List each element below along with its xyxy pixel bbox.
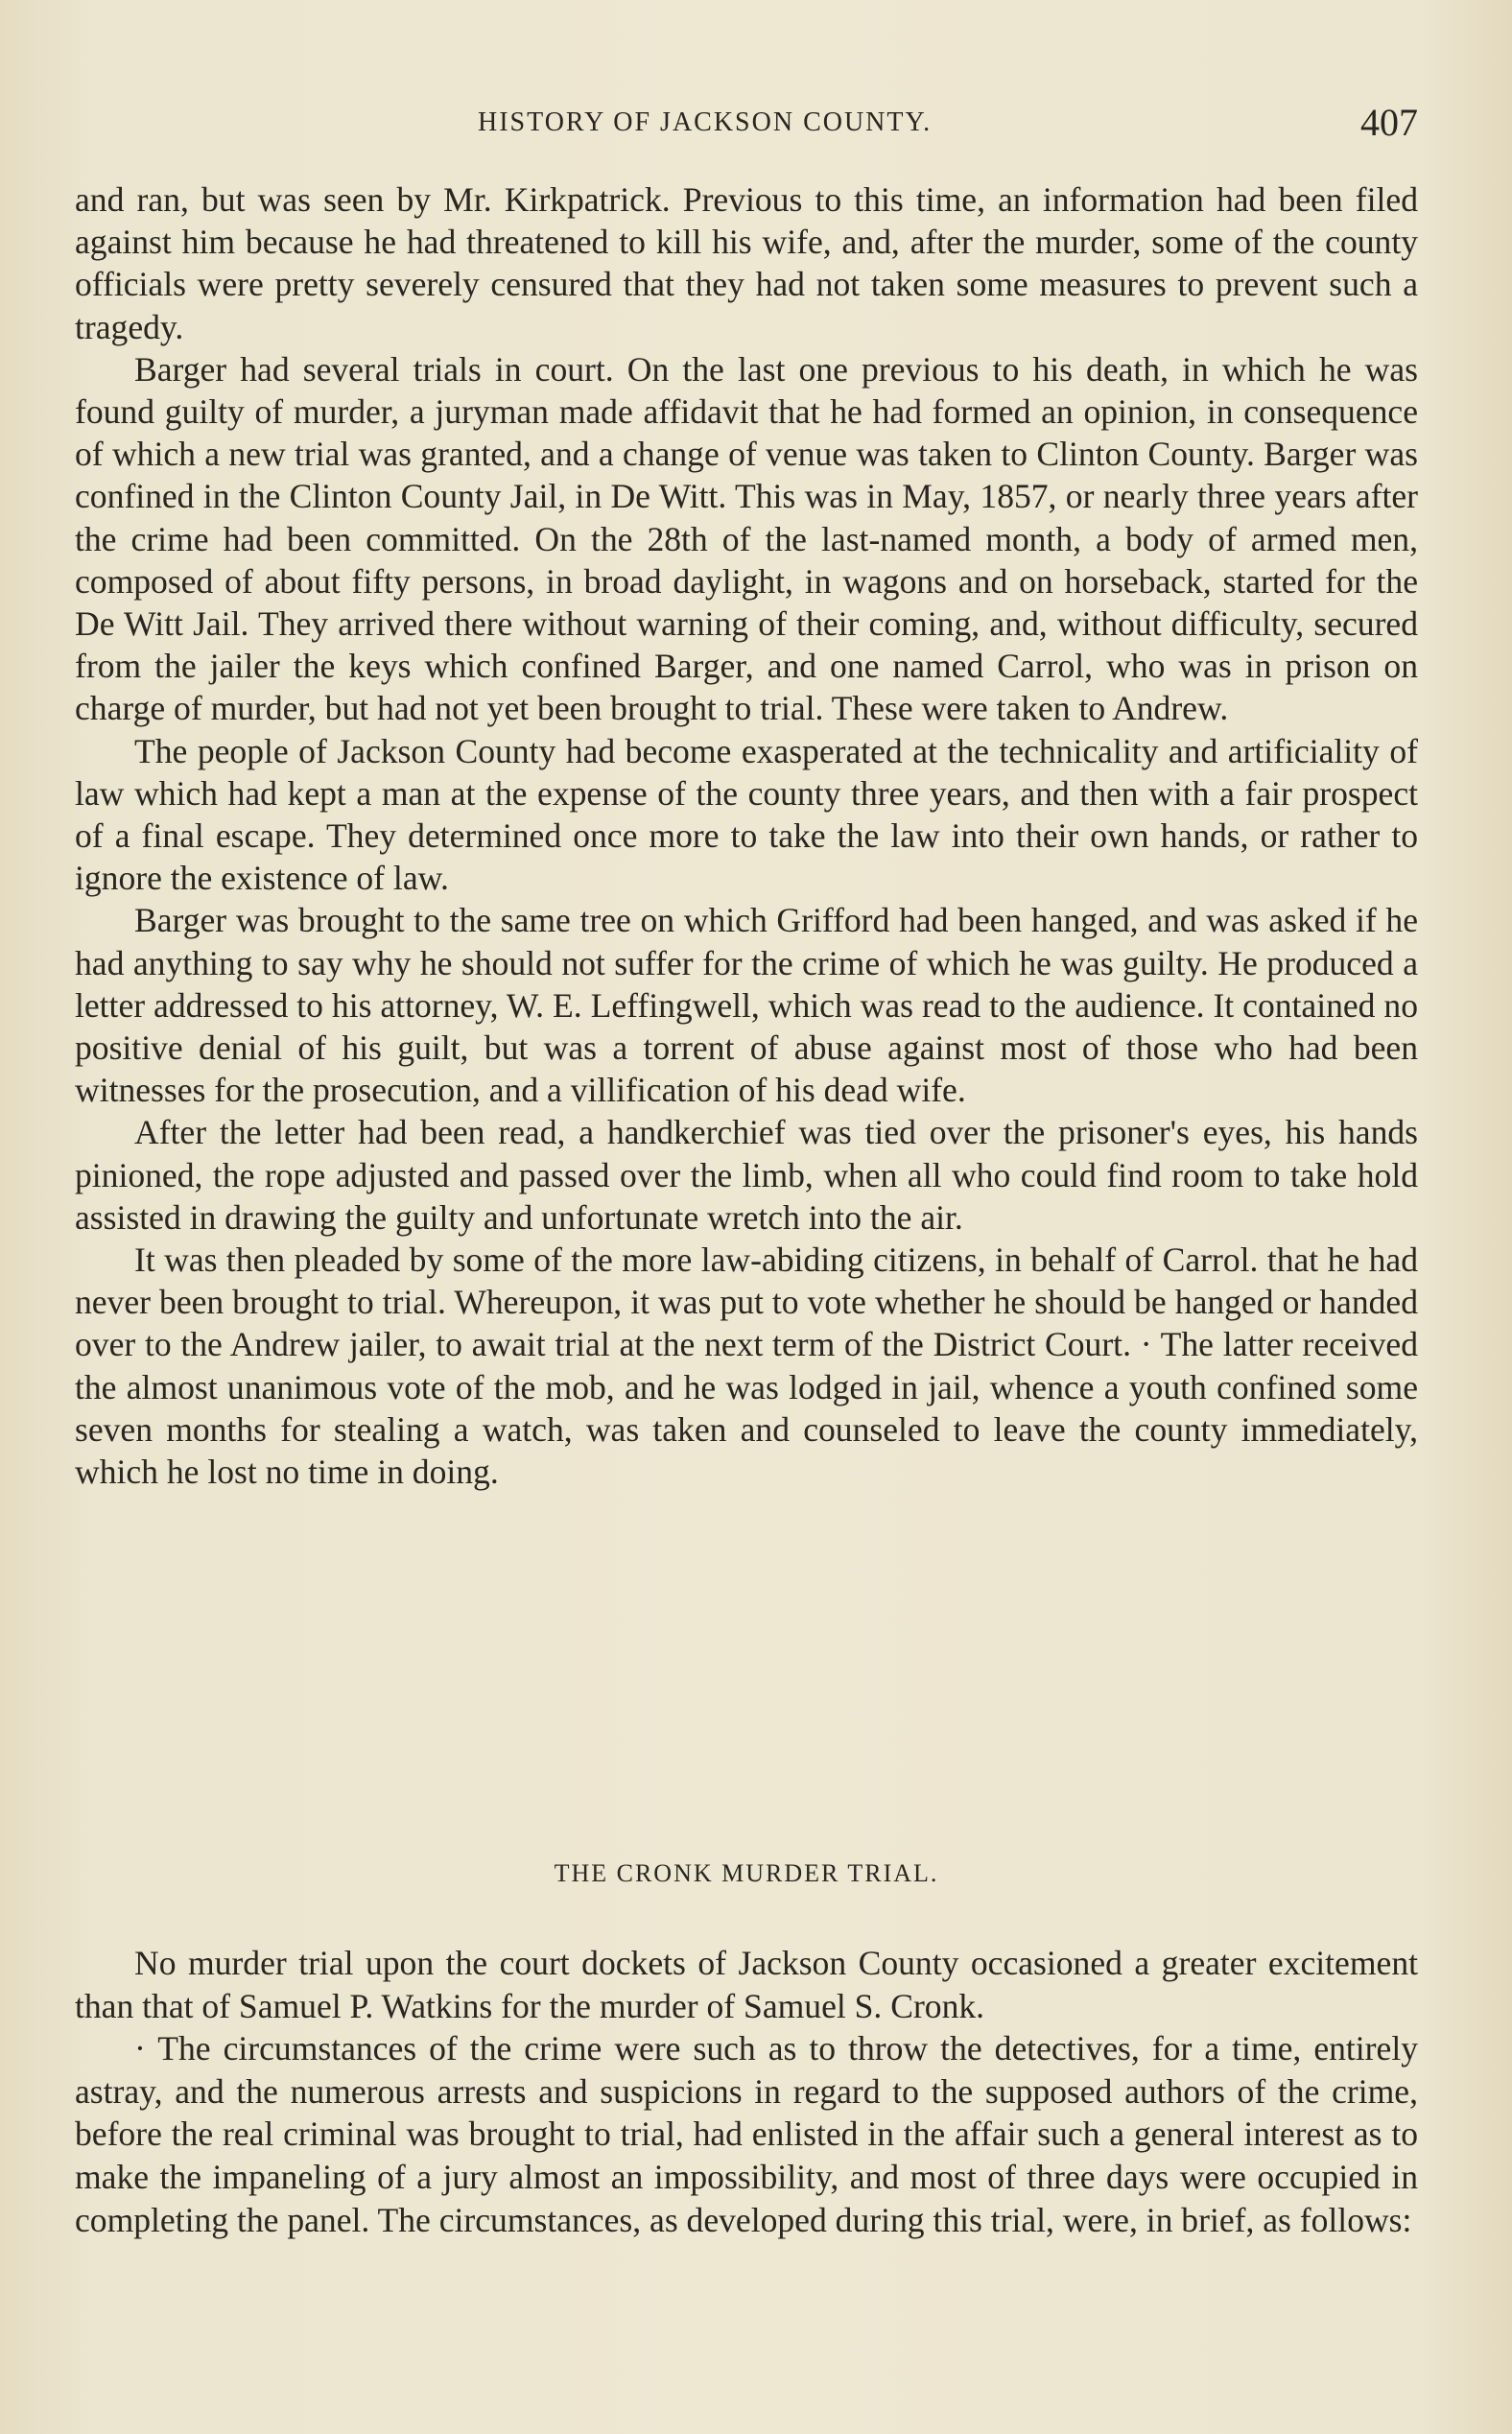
section-paragraph-1: No murder trial upon the court dockets of Jackson County occasioned a greater excitement than that of Samuel P. Watkins for the murder of Samuel S. Cronk.: [75, 1944, 1418, 2025]
section-paragraph-2: · The circumstances of the crime were such as to throw the detectives, for a time, entirely astray, and the numerous arrests and suspicions in regard to the supposed authors of the crime, before the real criminal was brought to trial, had enlisted in the affair such a general interest as to make the impaneling of a jury almost an impossibility, and most of three days were occupied in completing the panel. The circumstances, as developed during this trial, were, in brief, as follows:: [75, 2029, 1418, 2239]
body-text: [75, 178, 1418, 1493]
paragraph-4: Barger was brought to the same tree on which Grifford had been hanged, and was asked if he had anything to say why he should not suffer for the crime of which he was guilty. He produced a letter addressed to his attorney, W. E. Leffingwell, which was read to the audience. It contained no positive denial of his guilt, but was a torrent of abuse against most of those who had been witnesses for the prosecution, and a villification of his dead wife.: [75, 901, 1418, 1110]
paragraph-5: After the letter had been read, a handkerchief was tied over the prisoner's eyes, his hands pinioned, the rope adjusted and passed over the limb, when all who could find room to take hold assisted in drawing the guilty and unfortunate wretch into the air.: [75, 1113, 1418, 1237]
section-heading: THE CRONK MURDER TRIAL.: [554, 1859, 939, 1887]
section-text: [75, 1942, 1418, 2241]
paragraph-3: The people of Jackson County had become exasperated at the technicality and artificiality of law which had kept a man at the expense of the county three years, and then with a fair prospect of a final escape. They determined once more to take the law into their own hands, or rather to ignore the existence of law.: [75, 731, 1418, 898]
page-header: [75, 100, 1418, 148]
paragraph-1: and ran, but was seen by Mr. Kirkpatrick. Previous to this time, an information had been filed against him because he had threatened to kill his wife, and, after the murder, some of the county officials were pretty severely censured that they had not taken some measures to prevent such a tragedy.: [75, 180, 1418, 346]
running-title: HISTORY OF JACKSON COUNTY.: [478, 107, 933, 137]
paragraph-2: Barger had several trials in court. On the last one previous to his death, in which he was found guilty of murder, a juryman made affidavit that he had formed an opinion, in consequence of which a new trial was granted, and a change of venue was taken to Clinton County. Barger was confined in the Clinton County Jail, in De Witt. This was in May, 1857, or nearly three years after the crime had been committed. On the 28th of the last-named month, a body of armed men, composed of about fifty persons, in broad daylight, in wagons and on horseback, started for the De Witt Jail. They arrived there without warning of their coming, and, without difficulty, secured from the jailer the keys which confined Barger, and one named Carrol, who was in prison on charge of murder, but had not yet been brought to trial. These were taken to Andrew.: [75, 349, 1418, 728]
paragraph-6: It was then pleaded by some of the more law-abiding citizens, in behalf of Carrol. that he had never been brought to trial. Whereupon, it was put to vote whether he should be hanged or handed over to the Andrew jailer, to await trial at the next term of the District Court. · The latter received the almost unanimous vote of the mob, and he was lodged in jail, whence a youth confined some seven months for stealing a watch, was taken and counseled to leave the county immediately, which he lost no time in doing.: [75, 1241, 1418, 1492]
page-number: 407: [1360, 101, 1418, 144]
